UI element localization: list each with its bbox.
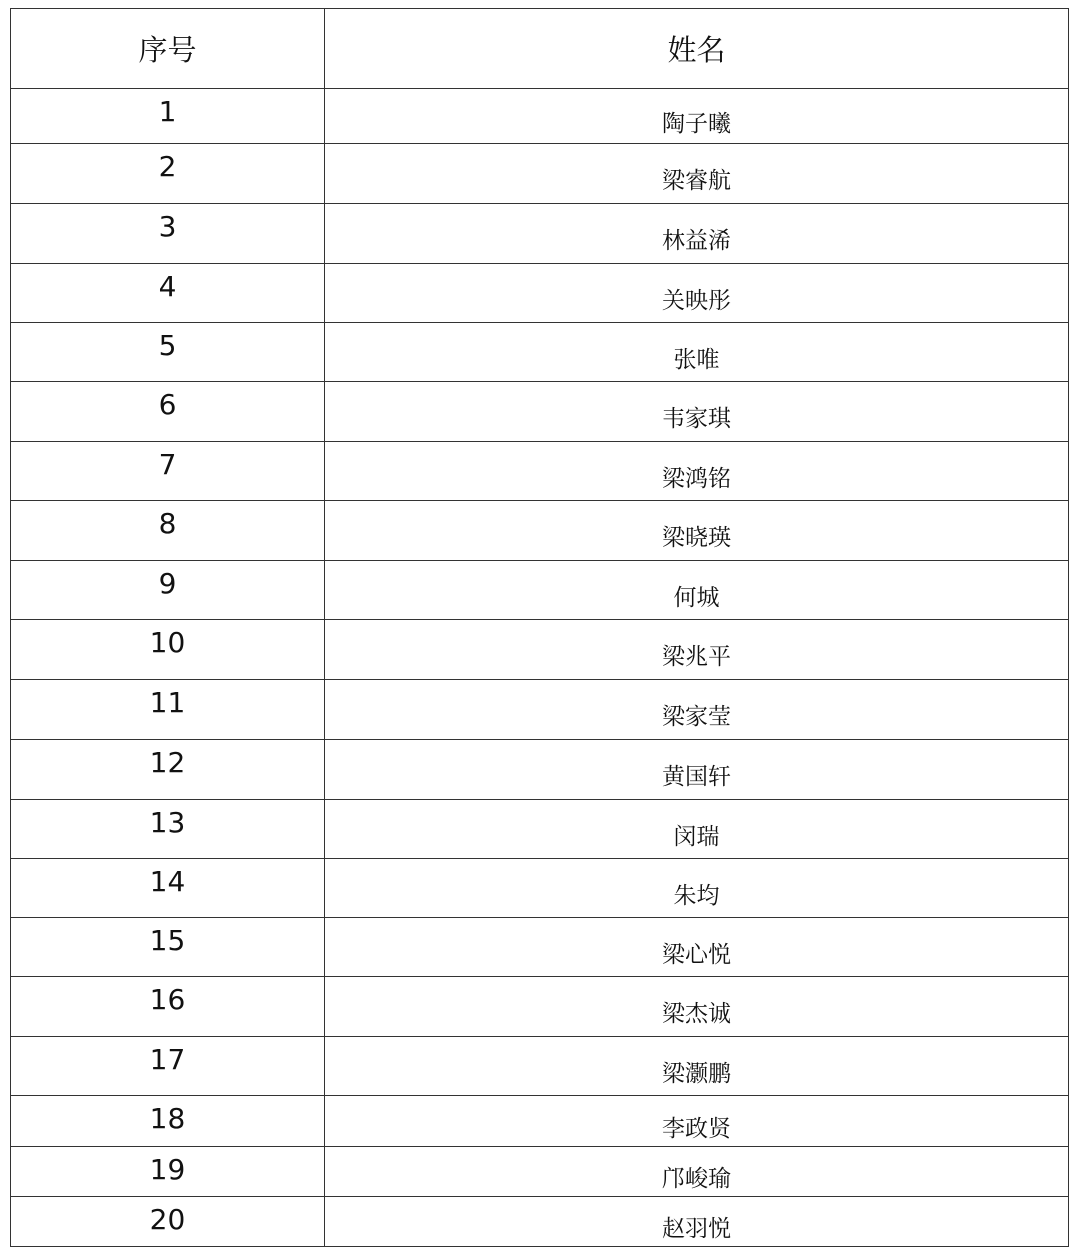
row-index-cell: 8 [11, 501, 325, 561]
row-name-cell: 赵羽悦 [325, 1197, 1069, 1247]
header-row [11, 9, 1069, 89]
row-index-cell: 9 [11, 561, 325, 620]
row-name-cell: 黄国轩 [325, 740, 1069, 800]
row-name-cell: 梁睿航 [325, 144, 1069, 204]
table-row [11, 501, 1069, 561]
row-name-cell: 梁家莹 [325, 680, 1069, 740]
row-index-cell: 3 [11, 204, 325, 264]
table-row [11, 144, 1069, 204]
row-index-cell: 13 [11, 800, 325, 859]
row-name-cell: 何城 [325, 561, 1069, 620]
row-name-cell: 关映彤 [325, 264, 1069, 323]
table-row [11, 918, 1069, 977]
table-row [11, 561, 1069, 620]
row-name-cell: 梁杰诚 [325, 977, 1069, 1037]
table-row [11, 800, 1069, 859]
table-row [11, 204, 1069, 264]
table-row [11, 680, 1069, 740]
table-header [11, 9, 1069, 89]
row-name-cell: 陶子曦 [325, 89, 1069, 144]
name-column-header: 姓名 [325, 9, 1069, 89]
row-name-cell: 邝峻瑜 [325, 1147, 1069, 1197]
table-row [11, 859, 1069, 918]
row-index-cell: 2 [11, 144, 325, 204]
row-index-cell: 11 [11, 680, 325, 740]
row-index-cell: 4 [11, 264, 325, 323]
name-list-table [10, 8, 1069, 1247]
table-row [11, 1037, 1069, 1096]
row-name-cell: 朱均 [325, 859, 1069, 918]
index-column-header: 序号 [11, 9, 325, 89]
row-index-cell: 14 [11, 859, 325, 918]
row-index-cell: 18 [11, 1096, 325, 1147]
table-row [11, 1147, 1069, 1197]
row-name-cell: 张唯 [325, 323, 1069, 382]
row-name-cell: 闵瑞 [325, 800, 1069, 859]
table-row [11, 323, 1069, 382]
table-body [11, 89, 1069, 1247]
table-row [11, 620, 1069, 680]
table-row [11, 1096, 1069, 1147]
table-row [11, 264, 1069, 323]
row-name-cell: 梁灏鹏 [325, 1037, 1069, 1096]
row-index-cell: 19 [11, 1147, 325, 1197]
row-index-cell: 10 [11, 620, 325, 680]
row-name-cell: 梁晓瑛 [325, 501, 1069, 561]
row-index-cell: 6 [11, 382, 325, 442]
row-index-cell: 16 [11, 977, 325, 1037]
row-index-cell: 5 [11, 323, 325, 382]
table-row [11, 740, 1069, 800]
table-row [11, 442, 1069, 501]
row-name-cell: 梁鸿铭 [325, 442, 1069, 501]
row-index-cell: 20 [11, 1197, 325, 1247]
table-row [11, 1197, 1069, 1247]
row-index-cell: 12 [11, 740, 325, 800]
row-name-cell: 梁心悦 [325, 918, 1069, 977]
table-row [11, 382, 1069, 442]
row-name-cell: 李政贤 [325, 1096, 1069, 1147]
row-name-cell: 韦家琪 [325, 382, 1069, 442]
row-index-cell: 7 [11, 442, 325, 501]
row-index-cell: 15 [11, 918, 325, 977]
table-row [11, 977, 1069, 1037]
table-row [11, 89, 1069, 144]
row-name-cell: 林益浠 [325, 204, 1069, 264]
row-index-cell: 1 [11, 89, 325, 144]
row-index-cell: 17 [11, 1037, 325, 1096]
row-name-cell: 梁兆平 [325, 620, 1069, 680]
